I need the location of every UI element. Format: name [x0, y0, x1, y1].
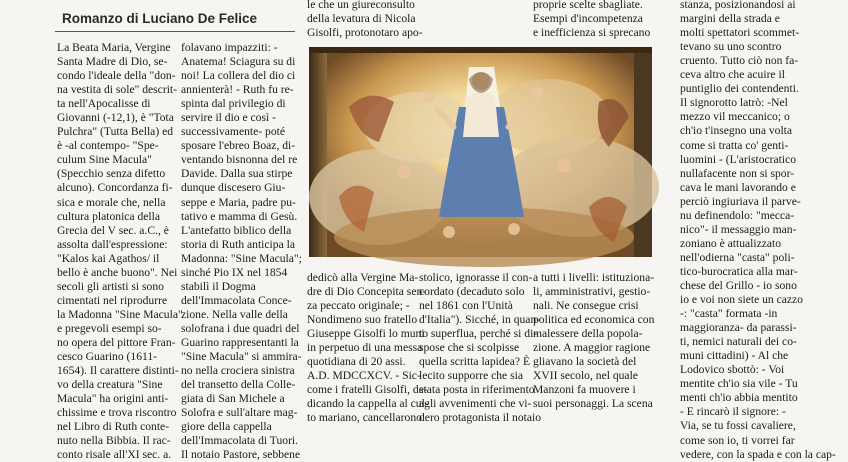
text-line: Madonna: "Sine Macula"; [181, 251, 302, 265]
text-line: zione. Nella valle della [181, 307, 288, 321]
text-line: storia di Ruth anticipa la [181, 237, 295, 251]
text-line: Gisolfi, protonotaro apo- [307, 26, 423, 40]
text-line: Via, se tu fossi cavaliere, [680, 419, 796, 433]
text-line: L'antefatto biblico della [181, 223, 292, 237]
text-line: sposare l'ebreo Boaz, di- [181, 139, 296, 153]
text-line: come son io, ti vorrei far [680, 433, 795, 447]
text-line: na vestita di sole" descrit- [57, 83, 177, 97]
text-line: vo della creatura "Sine [57, 378, 163, 392]
text-line: quella scritta lapidea? È [419, 355, 531, 369]
text-line: Giovanni (-12,1), è "Tota [57, 111, 174, 125]
text-line: vedere, con la spada e con la cap- [680, 447, 836, 461]
text-line: spose che si scolpisse [419, 341, 520, 355]
text-column-1 [57, 41, 183, 462]
text-line: perciò ingiuriava il parve- [680, 194, 801, 208]
text-line: no nella crociera sinistra [181, 364, 295, 378]
text-line: nel 1861 con l'Unità [419, 299, 513, 313]
immacolata-painting [309, 47, 652, 257]
text-line: dell'Immacolata di Tuori. [181, 434, 299, 448]
text-line: Lodovico sbottò: - Voi [680, 363, 785, 377]
text-line: ti, nemici naturali dei co- [680, 335, 797, 349]
text-line: nu definendolo: "mecca- [680, 208, 795, 222]
text-line: noi! La collera del dio ci [181, 69, 296, 83]
text-line: stolico, ignorasse il con- [419, 271, 533, 284]
text-line: Santa Madre di Dio, se- [57, 55, 168, 69]
text-line: dell'Immacolata Conce- [181, 293, 292, 307]
text-line: tevano su uno scontro [680, 40, 782, 54]
headline-rule [55, 31, 295, 32]
text-line: bello è anche buono". Nei [57, 265, 178, 279]
text-line: le che un giureconsulto [307, 0, 415, 12]
text-line: tativo e mamma di Gesù. [181, 209, 298, 223]
text-line: annienterà! - Ruth fu re- [181, 83, 294, 97]
text-line: menti ch'io abbia mentito [680, 391, 798, 405]
text-line: La Beata Maria, Vergine [57, 41, 171, 54]
text-line: mentite ch'io sia vile - Tu [680, 377, 798, 391]
article-headline: Romanzo di Luciano De Felice [62, 11, 258, 26]
text-line: ta nell'Apocalisse di [57, 97, 151, 111]
text-line: servire il dio e così - [181, 111, 276, 125]
text-line: "Kalos kai Agathos/ il [57, 251, 160, 265]
text-line: a tutti i livelli: istituziona- [533, 271, 655, 284]
text-line: sinché Pio IX nel 1854 [181, 265, 288, 279]
text-column-3-top [307, 0, 425, 40]
text-line: della levatura di Nicola [307, 12, 416, 26]
text-line: nel Libro di Ruth conte- [57, 420, 170, 434]
text-line: dedicò alla Vergine Ma- [307, 271, 419, 284]
text-line: to superflua, perché si di- [419, 327, 538, 341]
text-line: agli avvenimenti che vi- [419, 397, 532, 411]
text-line: è -al contempo- "Spe- [57, 139, 159, 153]
text-line: margini della strada e [680, 12, 780, 26]
text-line: puntiglio dei contendenti. [680, 82, 799, 96]
text-line: solofrana i due quadri del [181, 321, 300, 335]
text-column-5-bottom [533, 271, 655, 411]
text-line: mezzo vil meccanico; o [680, 110, 790, 124]
text-line: gliavano la società del [533, 355, 637, 369]
text-line: tico-burocratica alla mar- [680, 264, 798, 278]
text-line: assolta dall'espressione: [57, 237, 168, 251]
text-line: chese del Grillo - io sono [680, 278, 797, 292]
text-line: nuto nella Bibbia. Il rac- [57, 434, 171, 448]
text-line: zoniano è attualizzato [680, 236, 782, 250]
text-line: Solofra e sull'altare mag- [181, 406, 298, 420]
text-line: conto risale all'XI sec. a. [57, 448, 172, 462]
text-line: nali. Ne consegue crisi [533, 299, 639, 313]
text-line: molti spettatori scommet- [680, 26, 800, 40]
text-line: quotidiana di 20 assi. [307, 355, 406, 369]
text-line: nell'odierna "casta" poli- [680, 250, 795, 264]
text-line: e inefficienza si sprecano [533, 26, 651, 40]
text-line: cesco Guarino (1611- [57, 350, 158, 364]
text-line: Il notaio Pastore, sebbene [181, 448, 301, 462]
text-column-4-top [533, 0, 659, 40]
text-line: malessere della popola- [533, 327, 643, 341]
text-column-3-bottom [307, 271, 429, 426]
text-line: cimentati nel riprodurre [57, 293, 168, 307]
text-line: secoli gli artisti si sono [57, 279, 164, 293]
text-column-4-bottom [419, 271, 542, 426]
text-line: Davide. Dalla sua stirpe [181, 167, 293, 181]
text-line: ch'io t'insegno una volta [680, 124, 793, 138]
text-line: in perpetuo di una messa [307, 341, 423, 355]
text-line: - E rincarò il signore: - [680, 405, 786, 419]
text-line: zione. A maggior ragione [533, 341, 651, 355]
text-line: cordato (decaduto solo [419, 285, 525, 299]
text-line: li, amministrativi, gestio- [533, 285, 651, 299]
text-line: Anatema! Sciagura su di [181, 55, 296, 69]
text-line: Esempi d'incompetenza [533, 12, 643, 26]
text-line: nullafacente non si spor- [680, 166, 795, 180]
text-line: la Madonna "Sine Macula" [57, 307, 183, 321]
text-line: dicando la cappella al cul- [307, 397, 429, 411]
text-line: nico"- il messaggio man- [680, 222, 797, 236]
text-line: 1654). Il carattere distinti- [57, 364, 179, 378]
text-line: folavano impazziti: - [181, 41, 278, 54]
text-line: politica ed economica con [533, 313, 655, 327]
text-line: Giuseppe Gisolfi lo muni [307, 327, 425, 341]
text-line: Manzoni fa muovere i [533, 383, 636, 397]
text-line: suoi personaggi. La scena [533, 397, 653, 411]
text-line: cultura platonica della [57, 209, 161, 223]
text-column-5 [680, 0, 836, 462]
text-line: ceva altro che acuire il [680, 68, 785, 82]
text-line: Macula" ha origini anti- [57, 392, 169, 406]
text-line: Pulchra" (Tutta Bella) ed [57, 125, 174, 139]
text-line: proprie scelte sbagliate. [533, 0, 643, 12]
text-line: luomini - (L'aristocratico [680, 152, 797, 166]
text-line: no opera del pittore Fran- [57, 335, 176, 349]
text-line: dunque discesero Giu- [181, 181, 286, 195]
text-line: to mariano, cancellarono [307, 411, 422, 425]
text-line: successivamente- poté [181, 125, 285, 139]
text-line: giore della cappella [181, 420, 272, 434]
painting-photo [309, 47, 652, 257]
text-line: lecito supporre che sia [419, 369, 523, 383]
text-line: come si tratta co' genti- [680, 138, 789, 152]
text-line: culum Sine Macula" [57, 153, 152, 167]
text-line: cruento. Tutto ciò non fa- [680, 54, 799, 68]
text-line: XVII secolo, nel quale [533, 369, 638, 383]
text-line: chissime e trova riscontro [57, 406, 177, 420]
text-line: d'Italia"). Sicché, in quan- [419, 313, 541, 327]
text-line: muni cittadini) - Al che [680, 349, 789, 363]
text-line: dre di Dio Concepita sen- [307, 285, 427, 299]
text-line: ventando bisnonna del re [181, 153, 298, 167]
text-line: giata di San Michele a [181, 392, 285, 406]
text-line: Il signorotto latrò: -Nel [680, 96, 788, 110]
text-line: (Specchio senza difetto [57, 167, 166, 181]
text-line: "Sine Macula" si ammira- [181, 350, 302, 364]
text-line: -: "casta" formata -in [680, 307, 778, 321]
text-column-2 [181, 41, 302, 462]
text-line: come i fratelli Gisolfi, de- [307, 383, 428, 397]
text-line: spinta dal privilegio di [181, 97, 286, 111]
text-line: cava le mani lavorando e [680, 180, 796, 194]
text-line: e pregevoli esempi so- [57, 321, 162, 335]
text-line: za peccato originale; - [307, 299, 410, 313]
text-line: condo l'ideale della "don- [57, 69, 176, 83]
text-line: sica e morale che, nella [57, 195, 166, 209]
text-line: alcuno). Concordanza fi- [57, 181, 173, 195]
text-line: Grecia del V sec. a.C., è [57, 223, 169, 237]
text-line: stata posta in riferimento [419, 383, 535, 397]
text-line: seppe e Maria, padre pu- [181, 195, 296, 209]
text-line: A.D. MDCCXCV. - Sic- [307, 369, 421, 383]
text-line: stanza, posizionandosi ai [680, 0, 796, 12]
text-line: dero protagonista il notaio [419, 411, 542, 425]
text-line: Nondimeno suo fratello [307, 313, 418, 327]
text-line: maggioranza- da parassi- [680, 321, 797, 335]
text-line: del transetto della Colle- [181, 378, 296, 392]
text-line: Guarino rappresentanti la [181, 335, 299, 349]
text-line: io e voi non siete un cazzo [680, 293, 803, 307]
text-line: stabilì il Dogma [181, 279, 256, 293]
